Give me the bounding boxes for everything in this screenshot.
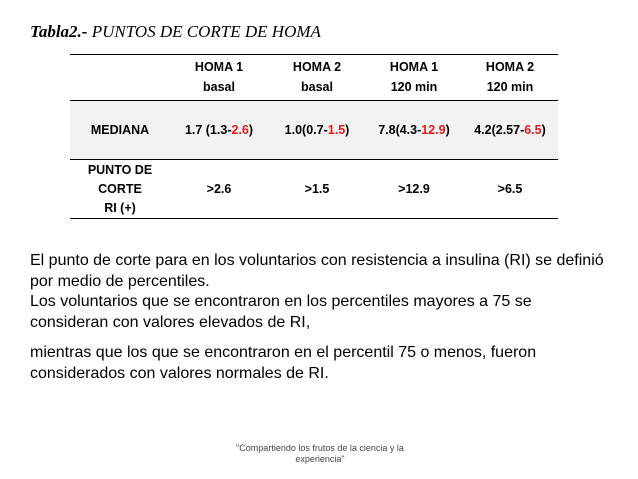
- header-line1: HOMA 2: [485, 60, 535, 74]
- footer-quote: [200, 443, 440, 465]
- punto-corte-cell: >6.5: [462, 160, 558, 219]
- header-line1: HOMA 1: [389, 60, 439, 74]
- mediana-cell: 7.8(4.3-12.9): [366, 101, 462, 160]
- header-cell: [366, 54, 462, 101]
- header-row: [70, 54, 558, 101]
- paragraph-3: mientras que los que se encontraron en el percentil 75 o menos, fueron considerados con valores normales de RI.: [30, 344, 537, 382]
- punto-corte-row: [70, 160, 558, 219]
- punto-corte-cell: >1.5: [268, 160, 366, 219]
- header-line1: HOMA 1: [194, 60, 244, 74]
- table-title: [30, 22, 321, 42]
- header-cell: [462, 54, 558, 101]
- punto-corte-cell: >12.9: [366, 160, 462, 219]
- cutoff-table: [70, 54, 558, 219]
- table-title-text: PUNTOS DE CORTE DE HOMA: [91, 22, 321, 41]
- footer-line2: experiencia": [295, 454, 345, 464]
- header-cell-empty: [70, 54, 170, 101]
- header-cell: [170, 54, 268, 101]
- footer-line1: "Compartiendo los frutos de la ciencia y la: [236, 443, 404, 453]
- header-line2: 120 min: [486, 80, 534, 94]
- table-label: Tabla2.-: [30, 22, 88, 41]
- mediana-row: [70, 101, 558, 160]
- row-label-mediana: MEDIANA: [70, 101, 170, 160]
- header-line2: basal: [301, 80, 333, 94]
- paragraph-1: El punto de corte para en los voluntarios con resistencia a insulina (RI) se definió por medio de percentiles.: [30, 252, 604, 290]
- header-line2: 120 min: [390, 80, 438, 94]
- mediana-cell: 1.0(0.7-1.5): [268, 101, 366, 160]
- mediana-cell: 4.2(2.57-6.5): [462, 101, 558, 160]
- header-line2: basal: [203, 80, 235, 94]
- paragraph-2: Los voluntarios que se encontraron en los percentiles mayores a 75 se consideran con valores elevados de RI,: [30, 293, 532, 331]
- row-label-punto-corte: PUNTO DE CORTE RI (+): [70, 160, 170, 219]
- punto-corte-cell: >2.6: [170, 160, 268, 219]
- mediana-cell: 1.7 (1.3-2.6): [170, 101, 268, 160]
- header-line1: HOMA 2: [292, 60, 342, 74]
- header-cell: [268, 54, 366, 101]
